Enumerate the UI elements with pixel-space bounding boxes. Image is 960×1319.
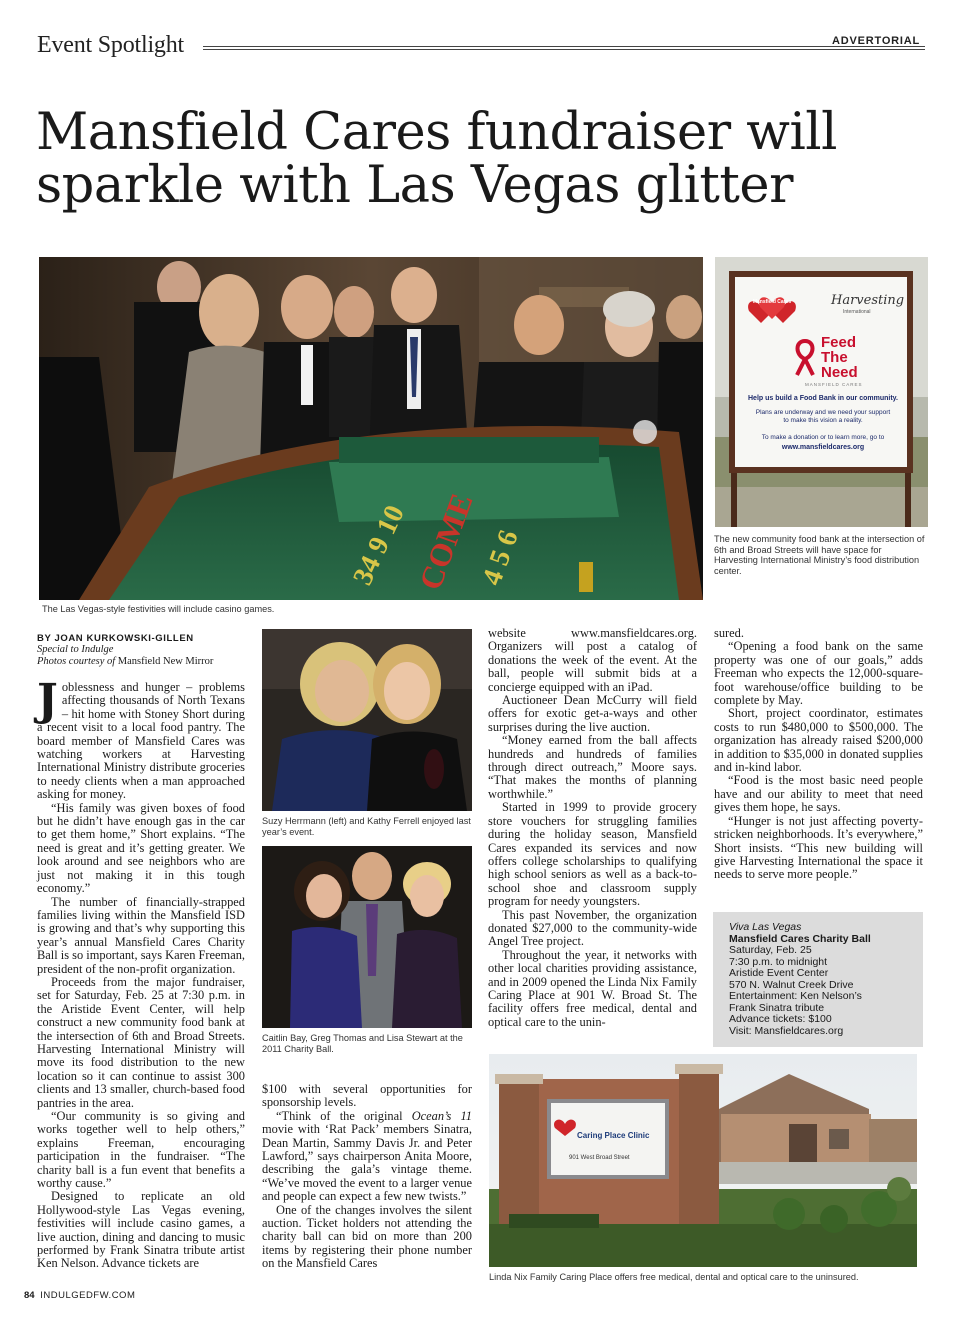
- col4-paragraph-0: sured.: [714, 626, 744, 640]
- byline-author: BY JOAN KURKOWSKI-GILLEN: [37, 633, 194, 644]
- site-name: INDULGEDFW.COM: [40, 1290, 136, 1301]
- feed-the-need-logo: [821, 335, 858, 380]
- caitlin-greg-lisa-caption: Caitlin Bay, Greg Thomas and Lisa Stewart at the 2011 Charity Ball.: [262, 1033, 463, 1054]
- col1-paragraph-1: [37, 675, 245, 802]
- info-entertainment-1: Entertainment: Ken Nelson’s: [729, 990, 862, 1002]
- suzy-kathy-caption: Suzy Herrmann (left) and Kathy Ferrell enjoyed last year’s event.: [262, 816, 471, 837]
- col1-paragraph-3: The number of financially-strapped families living within the Mansfield ISD is growing and that’s why supporting this year’s annual Mansfield Cares Charity Ball is so important, says Karen Freeman, president of the non-profit organization.: [37, 894, 245, 976]
- mansfield-cares-heart-badge: [745, 289, 799, 329]
- info-address: 570 N. Walnut Creek Drive: [729, 978, 854, 991]
- caring-place-clinic-photo: [489, 1054, 917, 1267]
- article-column-4: [714, 627, 923, 882]
- page-folio: [24, 1290, 135, 1301]
- caitlin-greg-lisa-photo-image: [262, 846, 472, 1028]
- feed-the-need-ribbon-icon: [791, 337, 819, 377]
- info-entertainment-2: Frank Sinatra tribute: [729, 1001, 825, 1014]
- col4-paragraph-4: “Hunger is not just affecting poverty-stricken neighborhoods. It’s everywhere,” Short insists. “This new building will give Harvesting International the space it needs to serve more people.”: [714, 813, 923, 882]
- sign-url: www.mansfieldcares.org: [781, 444, 865, 451]
- special-label: Special to: [37, 644, 79, 655]
- sign-line-1: Help us build a Food Bank in our community.: [748, 395, 898, 402]
- col2-paragraph-3: One of the changes involves the silent auction. Ticket holders not attending the charity ball can bid on more than 200 items by registering their phone number on the Mansfield Cares: [262, 1202, 472, 1271]
- svg-text:COME: COME: [411, 488, 480, 595]
- logo-line-3: Need: [821, 364, 858, 381]
- photos-source: Mansfield New Mirror: [117, 656, 214, 667]
- byline-special: [37, 644, 247, 656]
- info-visit: Visit: Mansfieldcares.org: [729, 1024, 844, 1037]
- clinic-sign-address: 901 West Broad Street: [569, 1155, 630, 1161]
- casino-photo-image: [39, 257, 703, 600]
- suzy-kathy-photo-image: [262, 629, 472, 811]
- dropcap: J: [37, 675, 58, 726]
- col3-paragraph-5: This past November, the organization donated $27,000 to the community-wide Angel Tree project.: [488, 907, 697, 949]
- col2-paragraph-2: [262, 1110, 472, 1204]
- sign-brand-sub: International: [843, 309, 871, 315]
- col2-p2-part-a: “Think of the original: [276, 1108, 412, 1123]
- caitlin-greg-lisa-photo: [262, 846, 472, 1028]
- article-column-3: [488, 627, 697, 1029]
- col1-paragraph-2: “His family was given boxes of food but he didn’t have enough gas in the car to get them home,” Short explains. “The need is great and it’s getting greater. We look around and see neighbors who are just not making it in this tough economy.”: [37, 800, 245, 896]
- special-publication: Indulge: [81, 644, 114, 655]
- col4-paragraph-1: “Opening a food bank on the same property was one of our goals,” adds Freeman who expects the 12,000-square-foot warehouse/office building to be complete by May.: [714, 639, 923, 708]
- clinic-photo-image: [489, 1054, 917, 1267]
- col1-p1-text: oblessness and hunger – problems affecting thousands of North Texans – hit home with Stoney Short during a recent visit to a local food pantry. The board member of Mansfield Cares was watching workers at Harvesting International Ministry distribute groceries to needy clients when a man approached asking for money.: [37, 680, 245, 802]
- sign-line-2: Plans are underway and we need your support to make this vision a reality.: [755, 409, 891, 424]
- info-kicker: Viva Las Vegas: [729, 921, 802, 933]
- col3-paragraph-2: Auctioneer Dean McCurry will field offers for exotic get-a-ways and other surprises during the live auction.: [488, 693, 697, 734]
- sign-board: [739, 279, 903, 465]
- heart-badge-icon: [745, 289, 799, 329]
- article-column-1: [37, 675, 245, 1271]
- col2-paragraph-1: $100 with several opportunities for sponsorship levels.: [262, 1082, 472, 1110]
- svg-text:4 5 6: 4 5 6: [476, 526, 525, 590]
- header-rule: [203, 46, 925, 50]
- col3-paragraph-4: Started in 1999 to provide grocery store vouchers for struggling families during the holiday season, Mansfield Cares expanded its services and now offers college scholarships to qualifying high school seniors as well as a back-to-school shoe and classroom supply program for needy youngsters.: [488, 800, 697, 909]
- col3-paragraph-1: website www.mansfieldcares.org. Organizers will post a catalog of donations the week of the event. At the ball, people will submit bids at a concierge equipped with an iPad.: [488, 626, 697, 694]
- col1-paragraph-5: “Our community is so giving and works together well to help others,” explains Freeman, encouraging participation in the fundraiser. “The charity ball is a fun event that benefits a worthy cause.”: [37, 1109, 245, 1191]
- col2-p2-part-b: movie with ‘Rat Pack’ members Sinatra, Dean Martin, Sammy Davis Jr. and Peter Lawford,” says chairperson Anita Moore, describing the gala’s vintage theme. “We’ve moved the event to a larger venue and people can expect a few new twists.”: [262, 1122, 472, 1204]
- sign-line-3: To make a donation or to learn more, go to: [761, 434, 885, 441]
- info-date: Saturday, Feb. 25: [729, 944, 812, 956]
- svg-text:34 9 10: 34 9 10: [347, 500, 411, 590]
- byline-block: [37, 633, 247, 668]
- article-column-2: [262, 1083, 472, 1271]
- byline-photos: [37, 656, 247, 668]
- col1-paragraph-6: Designed to replicate an old Hollywood-style Las Vegas evening, festivities will include casino games, a live auction, dining and dancing to music performed by Frank Sinatra tribute artist Ken Nelson. Advance tickets are: [37, 1189, 245, 1271]
- col4-paragraph-2: Short, project coordinator, estimates costs to run $480,000 to $500,000. The organization has already raised $200,000 in addition to $35,000 in donated supplies and in-kind labor.: [714, 706, 923, 775]
- suzy-kathy-photo: [262, 629, 472, 811]
- sign-photo-caption: The new community food bank at the intersection of 6th and Broad Streets will have space for Harvesting International Ministry’s food distribution center.: [714, 534, 925, 576]
- col3-paragraph-3: “Money earned from the ball affects hundreds and hundreds of families through direct outreach,” Moore says. “That makes the months of planning worthwhile.”: [488, 733, 697, 801]
- photos-label: Photos courtesy of: [37, 656, 116, 667]
- headline: Mansfield Cares fundraiser will sparkle with Las Vegas glitter: [36, 103, 837, 215]
- section-label: Event Spotlight: [37, 32, 185, 58]
- info-venue: Aristide Event Center: [729, 967, 829, 979]
- col4-paragraph-3: “Food is the most basic need people have and our ability to meet that need gives them hope, he says.: [714, 773, 923, 815]
- event-info-box: [713, 912, 923, 1047]
- col1-paragraph-4: Proceeds from the major fundraiser, set for Saturday, Feb. 25 at 7:30 p.m. in the Aristide Event Center, will help construct a new community food bank at the intersection of 6th and Broad Streets. Harvesting International Ministry will move its food distribution to the new location so it can continue to assist 300 clients and 13 smaller, church-based food pantries in the area.: [37, 974, 245, 1110]
- logo-line-2: The: [821, 349, 848, 366]
- sign-brand: Harvesting: [831, 293, 905, 308]
- advertorial-tag: ADVERTORIAL: [832, 35, 921, 47]
- col3-paragraph-6: Throughout the year, it networks with other local charities providing assistance, and in 2009 opened the Linda Nix Family Caring Place at 901 W. Broad St. The facility offers free medical, dental and optical care to the unin-: [488, 947, 697, 1029]
- info-time: 7:30 p.m. to midnight: [729, 955, 828, 968]
- badge-top-text: Mansfield Cares: [752, 299, 792, 305]
- page-number: 84: [24, 1290, 35, 1301]
- food-bank-sign-photo: [715, 257, 928, 527]
- main-photo-caption: The Las Vegas-style festivities will include casino games.: [42, 604, 275, 614]
- clinic-photo-caption: Linda Nix Family Caring Place offers free medical, dental and optical care to the uninsured.: [489, 1272, 859, 1282]
- info-tickets: Advance tickets: $100: [729, 1013, 832, 1025]
- logo-sub: MANSFIELD CARES: [805, 382, 863, 387]
- col2-p2-movie-title: Ocean’s 11: [411, 1108, 472, 1123]
- casino-photo: [39, 257, 703, 600]
- info-title: Mansfield Cares Charity Ball: [729, 932, 871, 945]
- clinic-sign-name: Caring Place Clinic: [577, 1131, 650, 1140]
- logo-line-1: Feed: [821, 334, 857, 351]
